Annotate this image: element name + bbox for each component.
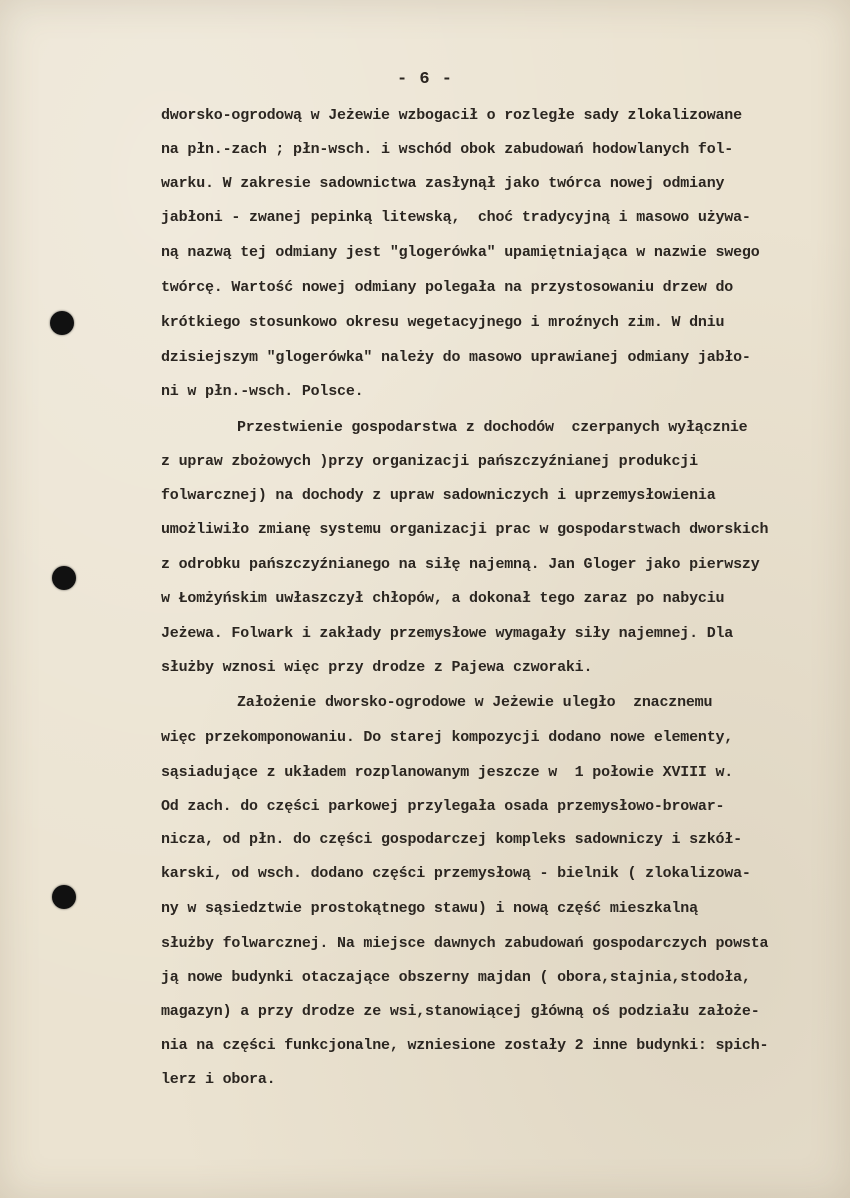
- text-line: jabłoni - zwanej pepinką litewską, choć tradycyjną i masowo używa-: [161, 209, 751, 226]
- text-line: Przestwienie gospodarstwa z dochodów czerpanych wyłącznie: [237, 419, 748, 436]
- text-line: z upraw zbożowych )przy organizacji pańszczyźnianej produkcji: [161, 453, 698, 470]
- text-line: warku. W zakresie sadownictwa zasłynął jako twórca nowej odmiany: [161, 175, 725, 192]
- text-line: twórcę. Wartość nowej odmiany polegała na przystosowaniu drzew do: [161, 279, 734, 296]
- text-line: ją nowe budynki otaczające obszerny majdan ( obora,stajnia,stodoła,: [161, 969, 751, 986]
- text-line: ną nazwą tej odmiany jest "glogerówka" upamiętniająca w nazwie swego: [161, 244, 760, 261]
- text-line: Założenie dworsko-ogrodowe w Jeżewie uległo znacznemu: [237, 694, 713, 711]
- text-line: magazyn) a przy drodze ze wsi,stanowiącej główną oś podziału założe-: [161, 1003, 760, 1020]
- punch-hole: [50, 311, 74, 335]
- text-line: dzisiejszym "glogerówka" należy do masowo uprawianej odmiany jabło-: [161, 349, 751, 366]
- text-line: w Łomżyńskim uwłaszczył chłopów, a dokonał tego zaraz po nabyciu: [161, 590, 725, 607]
- punch-hole: [52, 566, 76, 590]
- text-line: nicza, od płn. do części gospodarczej kompleks sadowniczy i szkół-: [161, 831, 742, 848]
- text-line: służby folwarcznej. Na miejsce dawnych zabudowań gospodarczych powsta: [161, 935, 769, 952]
- text-line: ny w sąsiedztwie prostokątnego stawu) i nową część mieszkalną: [161, 900, 698, 917]
- text-line: umożliwiło zmianę systemu organizacji prac w gospodarstwach dworskich: [161, 521, 769, 538]
- text-line: ni w płn.-wsch. Polsce.: [161, 383, 364, 400]
- text-line: sąsiadujące z układem rozplanowanym jeszcze w 1 połowie XVIII w.: [161, 764, 734, 781]
- text-line: folwarcznej) na dochody z upraw sadowniczych i uprzemysłowienia: [161, 487, 716, 504]
- text-line: Jeżewa. Folwark i zakłady przemysłowe wymagały siły najemnej. Dla: [161, 625, 734, 642]
- text-line: krótkiego stosunkowo okresu wegetacyjnego i mroźnych zim. W dniu: [161, 314, 725, 331]
- text-line: nia na części funkcjonalne, wzniesione zostały 2 inne budynki: spich-: [161, 1037, 769, 1054]
- text-line: karski, od wsch. dodano części przemysłową - bielnik ( zlokalizowa-: [161, 865, 751, 882]
- text-line: dworsko-ogrodową w Jeżewie wzbogacił o rozległe sady zlokalizowane: [161, 107, 742, 124]
- text-line: z odrobku pańszczyźnianego na siłę najemną. Jan Gloger jako pierwszy: [161, 556, 760, 573]
- text-line: lerz i obora.: [161, 1071, 276, 1088]
- text-line: Od zach. do części parkowej przylegała osada przemysłowo-browar-: [161, 798, 725, 815]
- punch-hole: [52, 885, 76, 909]
- text-line: więc przekomponowaniu. Do starej kompozycji dodano nowe elementy,: [161, 729, 734, 746]
- text-line: na płn.-zach ; płn-wsch. i wschód obok zabudowań hodowlanych fol-: [161, 141, 734, 158]
- page-number: - 6 -: [396, 70, 453, 89]
- text-line: służby wznosi więc przy drodze z Pajewa czworaki.: [161, 659, 593, 676]
